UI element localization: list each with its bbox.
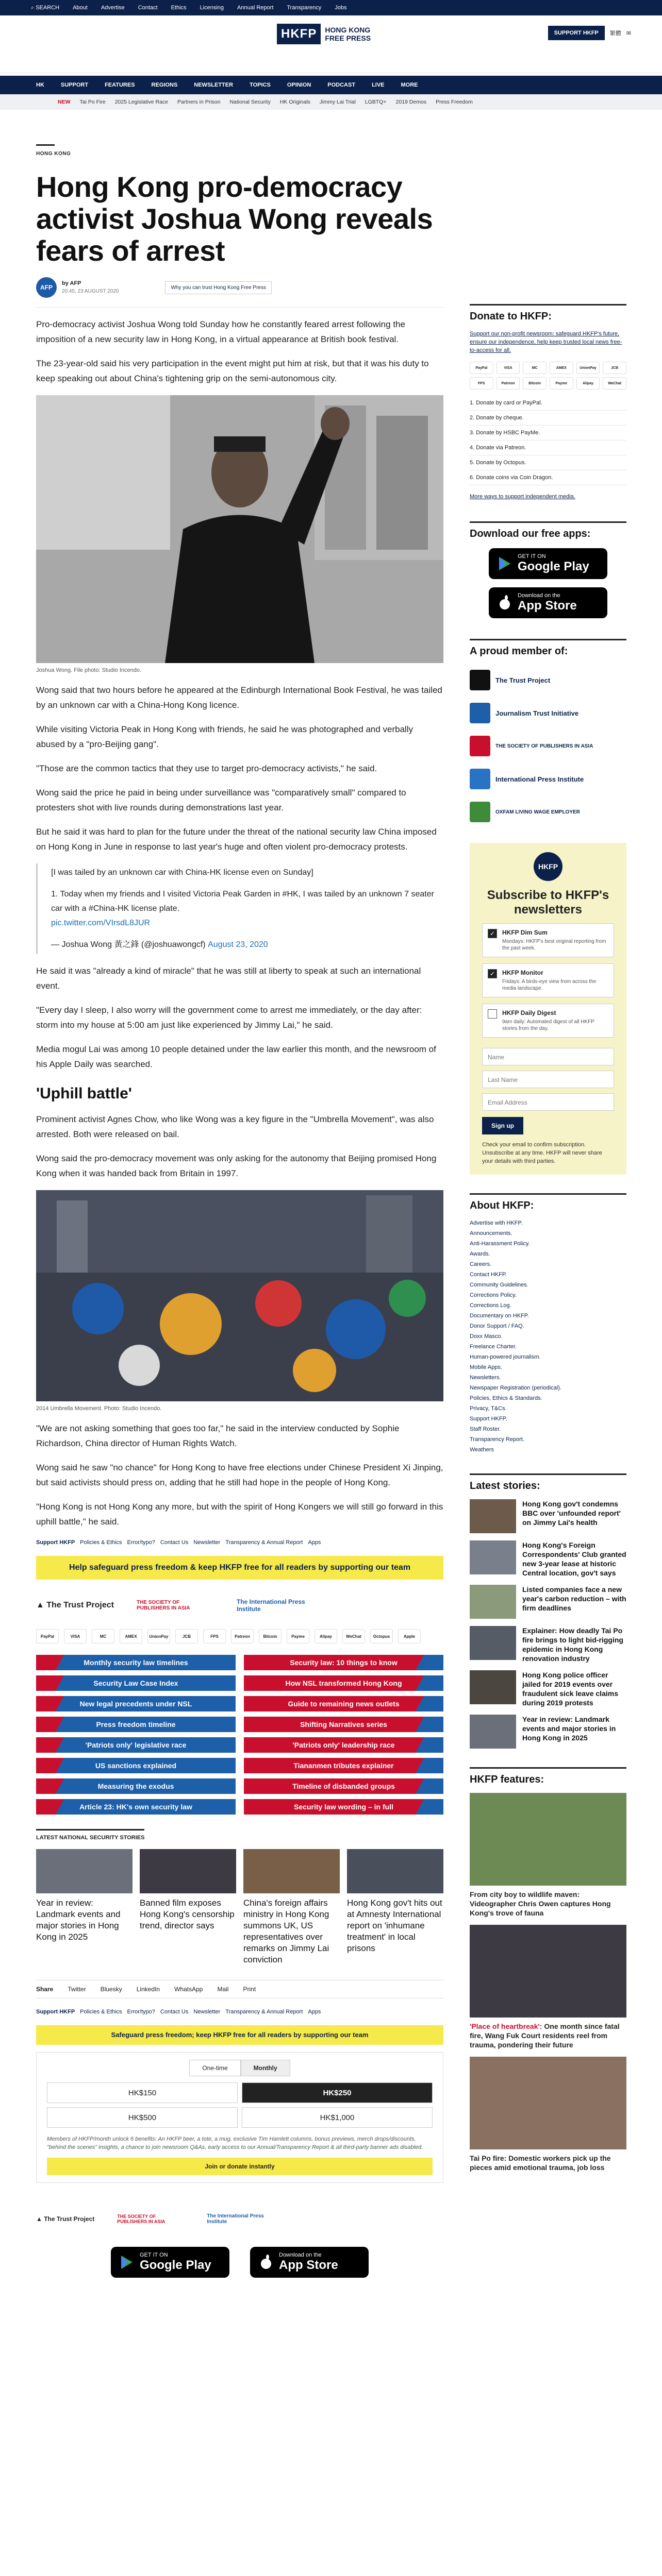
member-logo[interactable]: The Trust Project	[470, 670, 626, 690]
about-link[interactable]: Awards.	[470, 1251, 490, 1257]
story-thumbnail	[140, 1849, 236, 1893]
payment-logo[interactable]: Payme	[550, 377, 573, 389]
topic-button[interactable]: How NSL transformed Hong Kong	[244, 1675, 443, 1691]
footer-link[interactable]: Policies & Ethics	[80, 1539, 122, 1546]
topic-button[interactable]: New legal precedents under NSL	[36, 1696, 236, 1711]
about-link[interactable]: Corrections Policy.	[470, 1292, 517, 1298]
category-tag[interactable]: HONG KONG	[36, 144, 55, 157]
payment-logo[interactable]: VISA	[64, 1629, 87, 1643]
topbar-item[interactable]: Jobs	[335, 5, 347, 11]
payment-logo[interactable]: Alipay	[576, 377, 600, 389]
newsletter-box	[470, 843, 626, 1175]
story-item[interactable]: Listed companies face a new year's carbon reduction – with firm deadlines	[470, 1585, 626, 1619]
footer-link[interactable]: Error/typo?	[127, 1539, 155, 1546]
footer-link[interactable]: Contact Us	[160, 2009, 189, 2015]
feature-item[interactable]: From city boy to wildlife maven: Videographer Chris Owen captures Hong Kong's trove of fauna	[470, 1793, 626, 1918]
footer-link[interactable]: Apps	[308, 2009, 321, 2015]
topbar-item[interactable]: Contact	[138, 5, 158, 11]
trust-logos	[36, 2204, 443, 2234]
paragraph: The 23-year-old said his very participation in the event might put him at risk, but that it was his duty to keep speaking out about China's tightening grip on the semi-autonomous city.	[36, 359, 429, 383]
newsletter-heading: Subscribe to HKFP's newsletters	[487, 888, 609, 917]
tweet-link[interactable]: pic.twitter.com/VIrsdL8JUR	[51, 919, 151, 927]
mail-icon[interactable]: ✉	[626, 30, 631, 37]
amount-option[interactable]: HK$150	[47, 2082, 238, 2103]
app-store-button[interactable]: Download on the App Store	[250, 2247, 369, 2278]
payment-logo[interactable]: VISA	[496, 362, 520, 374]
name-input[interactable]: Name	[482, 1048, 614, 1065]
footer-link[interactable]: Transparency & Annual Report	[225, 1539, 303, 1546]
author[interactable]: by AFP	[62, 280, 81, 286]
member-logos	[470, 670, 626, 822]
payment-logo[interactable]: PayPal	[36, 1629, 59, 1643]
payment-logo[interactable]: AMEX	[550, 362, 573, 374]
about-links	[470, 1218, 626, 1455]
about-link[interactable]: Weathers	[470, 1447, 494, 1453]
apple-icon	[497, 595, 512, 611]
about-link[interactable]: Staff Roster.	[470, 1426, 501, 1432]
sub-nav	[0, 94, 662, 110]
join-button[interactable]: Join or donate instantly	[47, 2158, 433, 2175]
about-link[interactable]: Privacy, T&Cs.	[470, 1405, 507, 1412]
ipi-logo[interactable]: The International Press Institute	[236, 1598, 305, 1613]
trust-project-logo[interactable]: ▲ The Trust Project	[36, 2215, 95, 2223]
donate-option[interactable]: 4. Donate via Patreon.	[470, 440, 626, 455]
donate-option[interactable]: 3. Donate by HSBC PayMe.	[470, 426, 626, 440]
trust-link[interactable]: Why you can trust Hong Kong Free Press	[165, 281, 272, 294]
support-button[interactable]: SUPPORT HKFP	[548, 26, 605, 40]
paragraph: While visiting Victoria Peak in Hong Kong with friends, he said he was photographed and verbally abused by a "pro-Beijing gang".	[36, 724, 413, 749]
topic-button[interactable]: Security Law Case Index	[36, 1675, 236, 1691]
footer-link[interactable]: Contact Us	[160, 1539, 189, 1546]
nav-item[interactable]: TOPICS	[250, 82, 271, 88]
payment-logo[interactable]: Bitcoin	[259, 1629, 282, 1643]
newsletter-note: Check your email to confirm subscription. Unsubscribe at any time. HKFP will never share your details with third parties.	[482, 1142, 602, 1164]
last-name-input[interactable]: Last Name	[482, 1071, 614, 1088]
story-card[interactable]: Banned film exposes Hong Kong's censorship trend, director says	[140, 1849, 236, 1965]
payment-logo[interactable]: UnionPay	[576, 362, 600, 374]
about-link[interactable]: Documentary on HKFP.	[470, 1313, 529, 1319]
story-item[interactable]: Explainer: How deadly Tai Po fire brings to light bid-rigging epidemic in Hong Kong renovation industry	[470, 1626, 626, 1663]
subheading: 'Uphill battle'	[36, 1085, 132, 1102]
share-label: Share	[36, 1986, 54, 1993]
google-play-button[interactable]: GET IT ON Google Play	[111, 2247, 229, 2278]
member-logo[interactable]: International Press Institute	[470, 769, 626, 789]
about-link[interactable]: Freelance Charter.	[470, 1344, 517, 1350]
logo-mark: HKFP	[277, 24, 321, 44]
topic-button[interactable]: Guide to remaining news outlets	[244, 1696, 443, 1711]
google-play-icon	[497, 556, 512, 571]
subnav-item[interactable]: HK Originals	[279, 99, 310, 105]
photo-caption: 2014 Umbrella Movement. Photo: Studio Incendo.	[36, 1405, 162, 1412]
article	[36, 144, 443, 2278]
donate-option[interactable]: 2. Donate by cheque.	[470, 411, 626, 426]
member-benefits-note: Members of HKFP/month unlock 6 benefits: An HKFP beer, a tote, a mug, exclusive Tim Hamlett columns, bonus previews, merch drops/discounts, "behind the scenes" insights, a chance to join newsroom Q&As, early access to our Annual/Transparency Report & all third-party banner ads disabled.	[47, 2136, 423, 2150]
payment-logo[interactable]: Alipay	[315, 1629, 337, 1643]
payment-logo[interactable]: WeChat	[603, 377, 626, 389]
newsletter-option[interactable]: ✓ HKFP Monitor Fridays: A birds-eye view from across the media landscape.	[482, 963, 614, 997]
protest-illustration	[36, 1190, 443, 1401]
article-photo	[36, 1190, 443, 1401]
paragraph: Wong said the price he paid in being under surveillance was "comparatively small" compared to protesters shot with live rounds during demonstrations last year.	[36, 788, 406, 812]
topic-buttons	[36, 1655, 443, 1815]
donate-option[interactable]: 6. Donate coins via Coin Dragon.	[470, 470, 626, 485]
about-link[interactable]: Careers.	[470, 1261, 492, 1267]
tweet-date-link[interactable]: August 23, 2020	[208, 940, 268, 949]
about-link[interactable]: Mobile Apps.	[470, 1364, 502, 1370]
payment-logo[interactable]: MC	[92, 1629, 114, 1643]
paragraph: "Every day I sleep, I also worry will the government come to arrest me immediately, or the day after: storm into my house at 5:00 am just like experienced by Jimmy Lai," he said.	[36, 1005, 422, 1030]
article-footer-links	[36, 1539, 443, 1546]
payment-logo[interactable]: FPS	[470, 377, 493, 389]
topbar-item[interactable]: Transparency	[287, 5, 322, 11]
sidebar-heading: About HKFP:	[470, 1193, 626, 1212]
amount-option[interactable]: HK$500	[47, 2107, 238, 2128]
byline	[36, 277, 443, 298]
nav-item[interactable]: REGIONS	[151, 82, 178, 88]
paragraph: "Those are the common tactics that they use to target pro-democracy activists," he said.	[36, 764, 377, 773]
subnav-item[interactable]: LGBTQ+	[365, 99, 387, 105]
about-link[interactable]: Human-powered journalism.	[470, 1354, 541, 1360]
feature-item[interactable]: Tai Po fire: Domestic workers pick up the pieces amid emotional trauma, job loss	[470, 2057, 626, 2172]
member-logo[interactable]: THE SOCIETY OF PUBLISHERS IN ASIA	[470, 736, 626, 756]
sopa-logo[interactable]: THE SOCIETY OF PUBLISHERS IN ASIA	[136, 1600, 190, 1611]
payment-logo[interactable]: MC	[523, 362, 547, 374]
donation-widget	[36, 2052, 443, 2183]
topbar-item[interactable]: Licensing	[200, 5, 224, 11]
payment-logo[interactable]: Payme	[287, 1629, 309, 1643]
sidebar-heading: Donate to HKFP:	[470, 304, 626, 323]
newsletter-badge: HKFP	[534, 852, 562, 881]
amount-option[interactable]: HK$1,000	[242, 2107, 433, 2128]
share-print[interactable]: Print	[243, 1986, 256, 1993]
topbar-item[interactable]: About	[73, 5, 88, 11]
checkbox-checked[interactable]: ✓	[488, 969, 497, 978]
nav-item[interactable]: NEWSLETTER	[194, 82, 234, 88]
paragraph: Wong said he saw "no chance" for Hong Kong to have free elections under Chinese President Xi Jinping, but said activists should press on, adding that he still had hope in the people of Hong Kong.	[36, 1463, 443, 1487]
paragraph: Wong said the pro-democracy movement was only asking for the autonomy that Beijing promised Hong Kong when it was handed back from Britain in 1997.	[36, 1154, 437, 1178]
paragraph: Media mogul Lai was among 10 people detained under the law earlier this month, and the newsroom of his Apple Daily was searched.	[36, 1044, 436, 1069]
payment-logo[interactable]: WeChat	[342, 1629, 365, 1643]
ipi-logo[interactable]: The International Press Institute	[207, 2213, 264, 2225]
topic-button[interactable]: Security law wording – in full	[244, 1799, 443, 1815]
footer-link[interactable]: Policies & Ethics	[80, 2009, 122, 2015]
about-link[interactable]: Contact HKFP.	[470, 1272, 507, 1278]
photo-illustration	[36, 395, 443, 663]
share-mail[interactable]: Mail	[217, 1986, 229, 1993]
app-store-button[interactable]: Download on the App Store	[489, 587, 607, 618]
about-link[interactable]: Newspaper Registration (periodical).	[470, 1385, 561, 1391]
share-linkedin[interactable]: LinkedIn	[136, 1986, 160, 1993]
sidebar-heading: A proud member of:	[470, 639, 626, 657]
features-list	[470, 1793, 626, 2172]
payment-logo[interactable]: Octopus	[370, 1629, 393, 1643]
subnav-item[interactable]: Tai Po Fire	[79, 99, 106, 105]
about-link[interactable]: Community Guidelines.	[470, 1282, 528, 1288]
about-link[interactable]: Support HKFP.	[470, 1416, 507, 1422]
subnav-item[interactable]: Jimmy Lai Trial	[319, 99, 356, 105]
nav-item[interactable]: FEATURES	[105, 82, 135, 88]
sidebar-heading: HKFP features:	[470, 1767, 626, 1786]
footer-link[interactable]: Transparency & Annual Report	[225, 2009, 303, 2015]
donate-option[interactable]: 5. Donate by Octopus.	[470, 455, 626, 470]
story-thumbnail	[470, 1626, 516, 1660]
payment-logo[interactable]: Patreon	[231, 1629, 254, 1643]
footer-link[interactable]: Support HKFP	[36, 2009, 75, 2015]
topic-button[interactable]: Press freedom timeline	[36, 1717, 236, 1732]
jti-icon	[470, 703, 490, 723]
payment-logo[interactable]: JCB	[175, 1629, 198, 1643]
topbar-item[interactable]: Annual Report	[237, 5, 274, 11]
about-link[interactable]: Corrections Log.	[470, 1302, 511, 1309]
sidebar-heading: Latest stories:	[470, 1473, 626, 1492]
subnav-item[interactable]: 2025 Legislative Race	[114, 99, 169, 105]
top-bar	[0, 0, 662, 15]
story-item[interactable]: Year in review: Landmark events and major stories in Hong Kong in 2025	[470, 1715, 626, 1749]
search-link[interactable]: ⌕ SEARCH	[31, 5, 60, 11]
trust-logos	[36, 1590, 443, 1621]
subnav-item[interactable]: Partners in Prison	[177, 99, 221, 105]
share-bluesky[interactable]: Bluesky	[100, 1986, 122, 1993]
payment-logo[interactable]: Apple	[398, 1629, 421, 1643]
nav-item[interactable]: MORE	[401, 82, 418, 88]
apple-icon	[258, 2255, 274, 2270]
story-thumbnail	[243, 1849, 340, 1893]
sidebar-heading: Download our free apps:	[470, 521, 626, 540]
topic-button[interactable]: Timeline of disbanded groups	[244, 1778, 443, 1794]
about-link[interactable]: Newsletters.	[470, 1375, 501, 1381]
payment-logo[interactable]: FPS	[203, 1629, 226, 1643]
embedded-tweet: [I was tailed by an unknown car with China-HK license even on Sunday] 1. Today when my friends and I visited Victoria Peak Garden in #HK, I was tailed by an unknown 7 seater car with a #China-HK license plate. pic.twitter.com/VIrsdL8JUR — Joshua Wong 黃之鋒 (@joshuawongcf) August 23, 2020	[36, 863, 443, 954]
article-title: Hong Kong pro-democracy activist Joshua Wong reveals fears of arrest	[36, 171, 433, 267]
share-twitter[interactable]: Twitter	[68, 1986, 86, 1993]
about-link[interactable]: Advertise with HKFP.	[470, 1220, 523, 1226]
footer-link[interactable]: Apps	[308, 1539, 321, 1546]
story-item[interactable]: Hong Kong police officer jailed for 2019 events over fraudulent sick leave claims during 2019 protests	[470, 1670, 626, 1707]
payment-logo[interactable]: UnionPay	[147, 1629, 170, 1643]
topic-button[interactable]: Measuring the exodus	[36, 1778, 236, 1794]
checkbox-unchecked[interactable]	[488, 1009, 497, 1019]
topbar-item[interactable]: Ethics	[171, 5, 187, 11]
paragraph: Wong said that two hours before he appeared at the Edinburgh International Book Festival, he was tailed by an unknown car with a China-Hong Kong licence.	[36, 685, 442, 710]
feature-image	[470, 1925, 626, 2018]
feature-image	[470, 1793, 626, 1886]
app-buttons	[36, 2247, 443, 2278]
story-thumbnail	[470, 1715, 516, 1749]
about-link[interactable]: Transparency Report.	[470, 1436, 524, 1443]
oxfam-icon	[470, 802, 490, 822]
paragraph: "Hong Kong is not Hong Kong any more, but with the spirit of Hong Kongers we will still go forward in this uphill battle," he said.	[36, 1502, 443, 1527]
logo-text: HONG KONG FREE PRESS	[325, 26, 371, 42]
site-header	[0, 15, 662, 73]
amount-option[interactable]: HK$250	[242, 2082, 433, 2103]
paragraph: He said it was "already a kind of miracle" that he was still at liberty to speak at such an international event.	[36, 966, 421, 991]
paragraph: Prominent activist Agnes Chow, who like Wong was a key figure in the "Umbrella Movement", was also arrested. Both were released on bail.	[36, 1114, 434, 1139]
topic-button[interactable]: Article 23: HK's own security law	[36, 1799, 236, 1815]
story-thumbnail	[470, 1499, 516, 1533]
footer-link[interactable]: Newsletter	[193, 1539, 221, 1546]
latest-stories	[470, 1499, 626, 1749]
story-thumbnail	[470, 1540, 516, 1574]
topic-button[interactable]: Monthly security law timelines	[36, 1655, 236, 1670]
article-footer-links	[36, 2009, 443, 2015]
sopa-logo[interactable]: THE SOCIETY OF PUBLISHERS IN ASIA	[117, 2214, 166, 2224]
frequency-one-time[interactable]: One-time	[189, 2060, 240, 2076]
story-thumbnail	[347, 1849, 443, 1893]
checkbox-checked[interactable]: ✓	[488, 929, 497, 938]
footer-link[interactable]: Error/typo?	[127, 2009, 155, 2015]
story-item[interactable]: Hong Kong gov't condemns BBC over 'unfounded report' on Jimmy Lai's health	[470, 1499, 626, 1533]
topic-button[interactable]: Security law: 10 things to know	[244, 1655, 443, 1670]
about-link[interactable]: Anti-Harassment Policy.	[470, 1241, 530, 1247]
footer-link[interactable]: Newsletter	[193, 2009, 221, 2015]
topic-button[interactable]: Tiananmen tributes explainer	[244, 1758, 443, 1773]
newsletter-option[interactable]: ✓ HKFP Dim Sum Mondays: HKFP's best original reporting from the past week.	[482, 923, 614, 957]
google-play-button[interactable]: GET IT ON Google Play	[489, 548, 607, 579]
trust-project-icon	[470, 670, 490, 690]
newsletter-option[interactable]: HKFP Daily Digest 9am daily: Automated digest of all HKFP stories from the day.	[482, 1004, 614, 1038]
language-toggle[interactable]: 繁體	[609, 30, 621, 37]
new-badge: NEW	[58, 99, 71, 105]
about-link[interactable]: Announcements.	[470, 1230, 512, 1236]
story-item[interactable]: Hong Kong's Foreign Correspondents' Club granted new 3-year lease at historic Central location, gov't says	[470, 1540, 626, 1578]
nav-item[interactable]: SUPPORT	[60, 82, 89, 88]
paragraph: But he said it was hard to plan for the future under the threat of the national security law China imposed on Hong Kong in June in response to last year's huge and often violent pro-democracy protests.	[36, 827, 437, 852]
topbar-item[interactable]: Advertise	[101, 5, 125, 11]
story-card[interactable]: Hong Kong gov't hits out at Amnesty International report on 'inhumane treatment' in local prisons	[347, 1849, 443, 1965]
share-whatsapp[interactable]: WhatsApp	[174, 1986, 203, 1993]
site-logo[interactable]	[277, 21, 385, 47]
ipi-icon	[470, 769, 490, 789]
story-thumbnail	[470, 1670, 516, 1704]
subnav-item[interactable]: National Security	[229, 99, 271, 105]
main-nav	[0, 76, 662, 94]
story-card[interactable]: Year in review: Landmark events and major stories in Hong Kong in 2025	[36, 1849, 133, 1965]
payment-logo[interactable]: JCB	[603, 362, 626, 374]
subnav-item[interactable]: 2019 Demos	[395, 99, 427, 105]
email-input[interactable]: Email Address	[482, 1093, 614, 1111]
member-logo[interactable]: Journalism Trust Initiative	[470, 703, 626, 723]
latest-label: LATEST NATIONAL SECURITY STORIES	[36, 1829, 144, 1841]
nav-item[interactable]: PODCAST	[327, 82, 356, 88]
story-thumbnail	[36, 1849, 133, 1893]
subnav-item[interactable]: Press Freedom	[436, 99, 473, 105]
story-thumbnail	[470, 1585, 516, 1619]
nav-item[interactable]: OPINION	[287, 82, 311, 88]
share-bar	[36, 1980, 443, 1998]
nav-item[interactable]: HK	[36, 82, 44, 88]
avatar: AFP	[36, 277, 57, 298]
topic-button[interactable]: 'Patriots only' leadership race	[244, 1737, 443, 1753]
topic-button[interactable]: US sanctions explained	[36, 1758, 236, 1773]
sidebar	[470, 304, 626, 2172]
paragraph: "We are not asking something that goes too far," he said in the interview conducted by Sophie Richardson, China director of Human Rights Watch.	[36, 1423, 400, 1448]
article-photo	[36, 395, 443, 663]
sidebar-payment-logos	[470, 362, 626, 389]
support-banner[interactable]: Safeguard press freedom; keep HKFP free for all readers by supporting our team	[36, 2025, 443, 2045]
feature-image	[470, 2057, 626, 2149]
donate-option[interactable]: 1. Donate by card or PayPal.	[470, 396, 626, 411]
support-banner[interactable]: Help safeguard press freedom & keep HKFP free for all readers by supporting our team	[36, 1556, 443, 1580]
donate-options	[470, 396, 626, 485]
donate-link[interactable]: Support our non-profit newsroom: safeguard HKFP's future, ensure our independence, help keep trusted local news free-to-access for all.	[470, 331, 622, 353]
topic-button[interactable]: Shifting Narratives series	[244, 1717, 443, 1732]
about-link[interactable]: Donor Support / FAQ.	[470, 1323, 524, 1329]
signup-button[interactable]: Sign up	[482, 1117, 523, 1134]
payment-logo[interactable]: Bitcoin	[523, 377, 547, 389]
feature-item[interactable]: 'Place of heartbreak': One month since fatal fire, Wang Fuk Court residents reel from trauma, pondering their future	[470, 1925, 626, 2049]
publish-date: 20:45, 23 AUGUST 2020	[62, 289, 119, 294]
more-ways-link[interactable]: More ways to support independent media.	[470, 494, 575, 500]
member-logo[interactable]: OXFAM LIVING WAGE EMPLOYER	[470, 802, 626, 822]
story-card[interactable]: China's foreign affairs ministry in Hong Kong summons UK, US representatives over remarks on Jimmy Lai conviction	[243, 1849, 340, 1965]
payment-logo[interactable]: Patreon	[496, 377, 520, 389]
about-link[interactable]: Doxx Masco.	[470, 1333, 503, 1340]
nav-item[interactable]: LIVE	[372, 82, 385, 88]
google-play-icon	[119, 2255, 135, 2270]
payment-logo[interactable]: AMEX	[120, 1629, 142, 1643]
paragraph: Pro-democracy activist Joshua Wong told Sunday how he constantly feared arrest following the imposition of a new security law in Hong Kong, in a virtual appearance at British book festival.	[36, 319, 405, 344]
trust-project-logo[interactable]: ▲ The Trust Project	[36, 1601, 114, 1609]
topic-button[interactable]: 'Patriots only' legislative race	[36, 1737, 236, 1753]
footer-link[interactable]: Support HKFP	[36, 1539, 75, 1546]
about-link[interactable]: Policies, Ethics & Standards.	[470, 1395, 542, 1401]
sopa-icon	[470, 736, 490, 756]
frequency-monthly[interactable]: Monthly	[241, 2060, 290, 2076]
payment-logo[interactable]: PayPal	[470, 362, 493, 374]
payment-methods	[36, 1629, 443, 1643]
photo-caption: Joshua Wong. File photo: Studio Incendo.	[36, 667, 142, 673]
latest-grid	[36, 1849, 443, 1965]
